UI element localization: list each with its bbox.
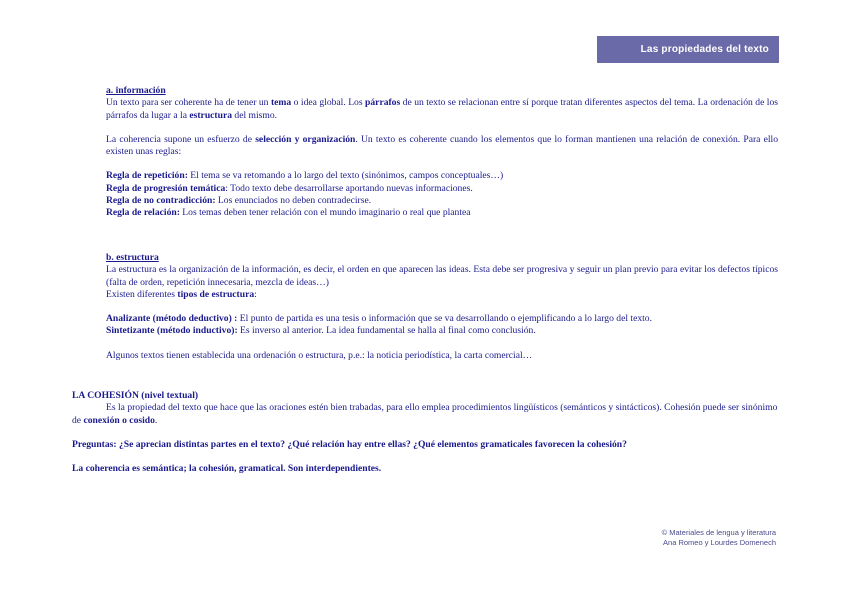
bold-term: estructura bbox=[189, 109, 232, 121]
structure-type-text: El punto de partida es una tesis o información que se va desarrollando o ejemplificando a lo largo del texto. bbox=[237, 313, 653, 325]
estructura-paragraph-2 bbox=[106, 289, 778, 301]
structure-type-name: Sintetizante (método inductivo): bbox=[106, 325, 238, 337]
structure-type-text: Es inverso al anterior. La idea fundamental se halla al final como conclusión. bbox=[237, 325, 536, 337]
footer-authors: Ana Romeo y Lourdes Domenech bbox=[663, 538, 776, 547]
informacion-heading: a. información bbox=[106, 85, 166, 96]
text-span: . bbox=[154, 414, 158, 426]
rule-text: Los temas deben tener relación con el mundo imaginario o real que plantea bbox=[179, 207, 471, 219]
text-span: . Un texto es coherente cuando los elementos que lo forman mantienen una relación de conexión. Para ello existen unas reglas: bbox=[106, 133, 778, 158]
estructura-paragraph-1: La estructura es la organización de la información, es decir, el orden en que aparecen las ideas. Esta debe ser progresiva y seguir un plan previo para evitar los defectos típicos (falta de orden, repetición innecesaria, mezcla de ideas…) bbox=[106, 264, 778, 288]
estructura-section bbox=[106, 252, 778, 362]
text-span: : bbox=[254, 288, 257, 300]
footer-copyright: © Materiales de lengua y literatura bbox=[661, 528, 776, 537]
rule-item bbox=[106, 195, 778, 207]
rule-item bbox=[106, 170, 778, 182]
rule-name: Regla de relación: bbox=[106, 207, 180, 219]
conclusion-text: La coherencia es semántica; la cohesión, gramatical. Son interdependientes. bbox=[72, 463, 382, 475]
informacion-section bbox=[106, 85, 778, 220]
bold-term: conexión o cosido bbox=[83, 414, 155, 426]
structure-type-name: Analizante (método deductivo) : bbox=[106, 313, 238, 325]
estructura-heading: b. estructura bbox=[106, 252, 159, 263]
header-title-bar bbox=[597, 36, 779, 63]
informacion-paragraph-2 bbox=[106, 134, 778, 159]
estructura-paragraph-3: Algunos textos tienen establecida una ordenación o estructura, p.e.: la noticia periodística, la carta comercial… bbox=[106, 349, 533, 361]
text-span: del mismo. bbox=[232, 109, 278, 121]
bold-term: selección y organización bbox=[255, 133, 356, 145]
structure-type-item bbox=[106, 313, 778, 325]
footer-credits bbox=[662, 528, 776, 548]
rule-item bbox=[106, 183, 778, 195]
rule-name: Regla de no contradicción: bbox=[106, 195, 216, 207]
text-span: La coherencia supone un esfuerzo de bbox=[106, 133, 256, 145]
text-span: Existen diferentes bbox=[106, 288, 178, 300]
cohesion-heading: LA COHESIÓN (nivel textual) bbox=[72, 390, 199, 401]
rule-text: Los enunciados no deben contradecirse. bbox=[215, 195, 372, 207]
informacion-paragraph-1 bbox=[106, 97, 778, 122]
rule-item bbox=[106, 207, 778, 219]
text-span: o idea global. Los bbox=[291, 97, 366, 109]
rules-list bbox=[106, 170, 778, 219]
bold-term: tema bbox=[270, 97, 292, 109]
cohesion-section bbox=[72, 390, 778, 475]
rule-name: Regla de progresión temática bbox=[106, 182, 226, 194]
questions-text: Preguntas: ¿Se aprecian distintas partes en el texto? ¿Qué relación hay entre ellas? ¿Qué elementos gramaticales favorecen la cohesión? bbox=[72, 438, 627, 450]
rule-name: Regla de repetición: bbox=[106, 170, 188, 182]
bold-term: tipos de estructura bbox=[177, 288, 255, 300]
text-span: Es la propiedad del texto que hace que las oraciones estén bien trabadas, para ello emplea procedimientos lingüísticos (semánticos y sintácticos). Cohesión puede ser sinónimo de bbox=[72, 402, 778, 426]
rule-text: : Todo texto debe desarrollarse aportando nuevas informaciones. bbox=[225, 182, 473, 194]
cohesion-paragraph bbox=[72, 402, 778, 427]
structure-types-list bbox=[106, 313, 778, 338]
header-title: Las propiedades del texto bbox=[640, 44, 769, 55]
bold-term: párrafos bbox=[365, 97, 401, 109]
structure-type-item bbox=[106, 325, 778, 337]
text-span: de un texto se relacionan entre sí porque tratan diferentes aspectos del tema. La ordenación de los párrafos da lugar a la bbox=[106, 97, 778, 121]
rule-text: El tema se va retomando a lo largo del texto (sinónimos, campos conceptuales…) bbox=[187, 170, 504, 182]
text-span: Un texto para ser coherente ha de tener un bbox=[106, 97, 271, 109]
